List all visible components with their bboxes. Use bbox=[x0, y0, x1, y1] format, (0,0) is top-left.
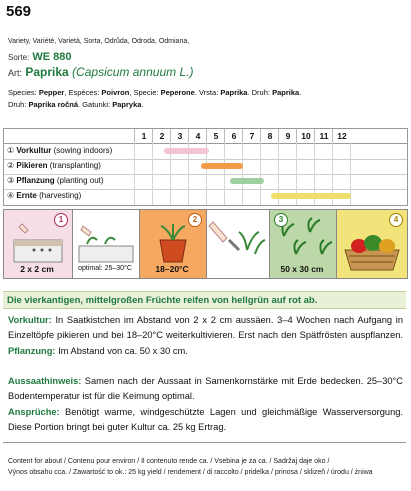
label-aussaathinweis: Aussaathinweis: bbox=[8, 376, 82, 386]
label-pflanzung: Pflanzung: bbox=[8, 345, 56, 356]
month-12: 12 bbox=[332, 129, 351, 143]
art-latin-name: (Capsicum annuum L.) bbox=[72, 65, 194, 79]
month-5: 5 bbox=[206, 129, 225, 143]
art-value: Paprika bbox=[25, 65, 69, 79]
calendar-label-transplanting: ② Pikieren (transplanting) bbox=[7, 161, 101, 170]
caption-transplant-temp: 18–20°C bbox=[155, 264, 189, 274]
step-1-badge: 1 bbox=[54, 213, 68, 227]
label-vorkultur: Vorkultur: bbox=[8, 315, 52, 325]
bar-harvest bbox=[271, 193, 351, 199]
variety-line bbox=[8, 51, 72, 63]
bar-sowing bbox=[164, 148, 209, 154]
bar-planting bbox=[230, 178, 264, 184]
cultivation-calendar bbox=[3, 128, 408, 206]
month-3: 3 bbox=[170, 129, 189, 143]
month-8: 8 bbox=[260, 129, 279, 143]
packet-number: 569 bbox=[6, 3, 32, 20]
art-label: Art: bbox=[8, 68, 23, 78]
caption-row-spacing: 50 x 30 cm bbox=[280, 264, 324, 274]
sorte-value: WE 880 bbox=[32, 51, 72, 63]
paragraph-aussaathinweis: Aussaathinweis: Samen nach der Aussaat in Samenkornstärke mit Erde bedecken. 25–30°C Bodentemperatur ist für die Keimung optimal. bbox=[8, 376, 403, 402]
caption-sowing-spacing: 2 x 2 cm bbox=[20, 264, 54, 274]
month-9: 9 bbox=[278, 129, 297, 143]
calendar-month-header bbox=[4, 129, 407, 144]
calendar-label-harvest: ④ Ernte (harvesting) bbox=[7, 191, 82, 200]
step-2-badge: 2 bbox=[188, 213, 202, 227]
month-10: 10 bbox=[296, 129, 315, 143]
headline: Die vierkantigen, mittelgroßen Früchte reifen von hellgrün auf rot ab. bbox=[3, 291, 406, 309]
month-11: 11 bbox=[314, 129, 333, 143]
illustration-planting-tool bbox=[206, 209, 270, 279]
yield-translations-1: Content for about / Contenu pour environ / Il contenuto rende ca. / Vsebina je za ca. / Sadržaj daje oko / bbox=[8, 458, 330, 465]
divider bbox=[3, 442, 406, 443]
month-1: 1 bbox=[134, 129, 153, 143]
yield-translations-2: Výnos obsahu cca. / Zawartość to ok.: 25 kg yield / rendement / di raccolto / pridelka / prinosa / sklizeň / úrodu / żniwa bbox=[8, 469, 373, 476]
species-line bbox=[8, 65, 193, 79]
paragraph-vorkultur: Vorkultur: In Saatkistchen im Abstand von 2 x 2 cm aussäen. 3–4 Wochen nach Aufgang in Einzeltöpfe pikieren und bei 18–20°C weiterkultivieren. Erst nach den Spätfrösten auspflanzen. Pflanzung: Im Abstand von ca. 50 x 30 cm. bbox=[8, 315, 403, 356]
calendar-label-planting: ③ Pflanzung (planting out) bbox=[7, 176, 104, 185]
paragraph-ansprueche: Ansprüche: Benötigt warme, windgeschützte Lagen und gleichmäßige Wasserversorgung. Diese Portion bringt bei guter Kultur ca. 25 kg Ertrag. bbox=[8, 407, 403, 433]
sorte-label: Sorte: bbox=[8, 53, 30, 62]
species-translations-1: Species: Pepper, Espèces: Poivron, Specie: Peperone. Vrsta: Paprika. Druh: Paprika. bbox=[8, 88, 302, 97]
step-4-badge: 4 bbox=[389, 213, 403, 227]
variety-multilingual-label: Variety, Variété, Varietà, Sorta, Odrůda, Odroda, Odmiana, bbox=[8, 38, 190, 45]
calendar-label-sowing: ① Vorkultur (sowing indoors) bbox=[7, 146, 113, 155]
month-4: 4 bbox=[188, 129, 207, 143]
month-6: 6 bbox=[224, 129, 243, 143]
caption-optimal-temp: optimal: 25–30°C bbox=[78, 265, 132, 272]
month-7: 7 bbox=[242, 129, 261, 143]
step-3-badge: 3 bbox=[274, 213, 288, 227]
label-ansprueche: Ansprüche: bbox=[8, 407, 60, 417]
month-2: 2 bbox=[152, 129, 171, 143]
species-translations-2: Druh: Paprika ročná. Gatunki: Papryka. bbox=[8, 100, 144, 109]
bar-transplanting bbox=[201, 163, 243, 169]
illustration-harvest bbox=[336, 209, 408, 279]
